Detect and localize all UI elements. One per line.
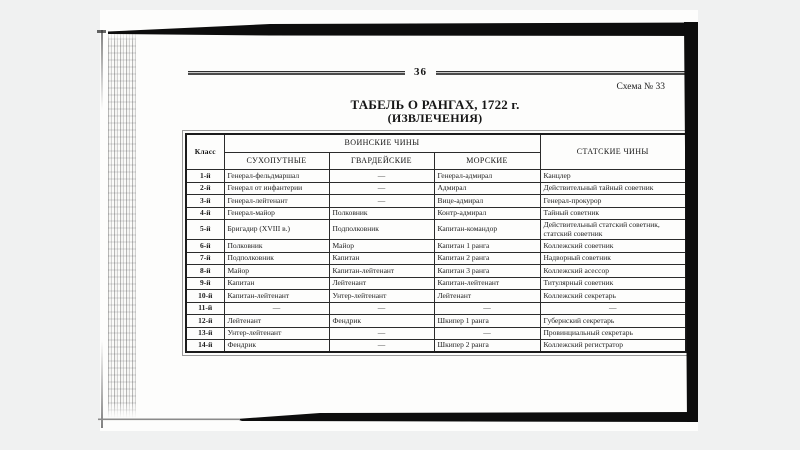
cell-naval: Адмирал xyxy=(434,182,540,195)
cell-class: 6-й xyxy=(186,240,224,253)
cell-naval: Лейтенант xyxy=(434,290,540,303)
cell-land: Лейтенант xyxy=(224,315,329,328)
cell-naval: Капитан-командор xyxy=(434,220,540,240)
column-header-naval: МОРСКИЕ xyxy=(434,153,540,170)
cell-civil: Генерал-прокурор xyxy=(540,195,686,208)
cell-naval: Контр-адмирал xyxy=(434,207,540,220)
cell-guards: — xyxy=(329,170,434,183)
page-number-rule xyxy=(188,67,685,79)
cell-land: Капитан xyxy=(224,277,329,290)
cell-guards: Фендрик xyxy=(329,315,434,328)
schema-label: Схема № 33 xyxy=(616,82,665,92)
cell-guards: — xyxy=(329,340,434,353)
scan-edge-line xyxy=(101,30,103,428)
cell-guards: Капитан-лейтенант xyxy=(329,265,434,278)
cell-land: Унтер-лейтенант xyxy=(224,327,329,340)
page-title xyxy=(185,98,685,125)
title-line-1: ТАБЕЛЬ О РАНГАХ, 1722 г. xyxy=(350,97,520,112)
cell-civil: Действительный статский советник, статский советник xyxy=(540,220,686,240)
cell-class: 1-й xyxy=(186,170,224,183)
table-row xyxy=(186,207,686,220)
cell-civil: Титулярный советник xyxy=(540,277,686,290)
cell-land: Подполковник xyxy=(224,252,329,265)
cell-civil: — xyxy=(540,302,686,315)
cell-class: 4-й xyxy=(186,207,224,220)
cell-land: Полковник xyxy=(224,240,329,253)
column-header-class: Класс xyxy=(186,134,224,170)
cell-guards: Майор xyxy=(329,240,434,253)
cell-class: 3-й xyxy=(186,195,224,208)
cell-guards: Полковник xyxy=(329,207,434,220)
cell-class: 7-й xyxy=(186,252,224,265)
column-header-military: ВОИНСКИЕ ЧИНЫ xyxy=(224,134,540,153)
cell-guards: — xyxy=(329,302,434,315)
table-row xyxy=(186,195,686,208)
cell-land: Фендрик xyxy=(224,340,329,353)
cell-naval: Капитан-лейтенант xyxy=(434,277,540,290)
cell-civil: Коллежский асессор xyxy=(540,265,686,278)
table-row xyxy=(186,240,686,253)
cell-civil: Тайный советник xyxy=(540,207,686,220)
cell-civil: Коллежский регистратор xyxy=(540,340,686,353)
table-row xyxy=(186,290,686,303)
cell-land: Капитан-лейтенант xyxy=(224,290,329,303)
cell-naval: Шкипер 2 ранга xyxy=(434,340,540,353)
scan-gutter-shadow xyxy=(108,30,136,418)
cell-class: 13-й xyxy=(186,327,224,340)
title-line-2: (ИЗВЛЕЧЕНИЯ) xyxy=(387,111,483,125)
cell-naval: Шкипер 1 ранга xyxy=(434,315,540,328)
cell-guards: Унтер-лейтенант xyxy=(329,290,434,303)
cell-guards: Лейтенант xyxy=(329,277,434,290)
cell-class: 2-й xyxy=(186,182,224,195)
cell-land: Генерал-майор xyxy=(224,207,329,220)
cell-class: 8-й xyxy=(186,265,224,278)
cell-civil: Провинциальный секретарь xyxy=(540,327,686,340)
cell-naval: Генерал-адмирал xyxy=(434,170,540,183)
table-row xyxy=(186,170,686,183)
cell-land: Генерал-лейтенант xyxy=(224,195,329,208)
column-header-civil: СТАТСКИЕ ЧИНЫ xyxy=(540,134,686,170)
cell-naval: Капитан 1 ранга xyxy=(434,240,540,253)
table-row xyxy=(186,220,686,240)
cell-naval: Вице-адмирал xyxy=(434,195,540,208)
cell-land: Генерал от инфантерии xyxy=(224,182,329,195)
cell-civil: Надворный советник xyxy=(540,252,686,265)
cell-guards: — xyxy=(329,182,434,195)
cell-civil: Коллежский секретарь xyxy=(540,290,686,303)
cell-naval: Капитан 3 ранга xyxy=(434,265,540,278)
cell-naval: Капитан 2 ранга xyxy=(434,252,540,265)
cell-civil: Губернский секретарь xyxy=(540,315,686,328)
book-page xyxy=(100,10,698,431)
cell-class: 9-й xyxy=(186,277,224,290)
table-row xyxy=(186,265,686,278)
column-header-guards: ГВАРДЕЙСКИЕ xyxy=(329,153,434,170)
table-row xyxy=(186,182,686,195)
table-row xyxy=(186,340,686,353)
page-number: 36 xyxy=(414,66,427,78)
cell-guards: — xyxy=(329,195,434,208)
cell-class: 5-й xyxy=(186,220,224,240)
column-header-land: СУХОПУТНЫЕ xyxy=(224,153,329,170)
cell-guards: Капитан xyxy=(329,252,434,265)
cell-class: 10-й xyxy=(186,290,224,303)
table-row xyxy=(186,302,686,315)
cell-civil: Действительный тайный советник xyxy=(540,182,686,195)
cell-naval: — xyxy=(434,327,540,340)
table-row xyxy=(186,252,686,265)
cell-guards: — xyxy=(329,327,434,340)
cell-land: Бригадир (XVIII в.) xyxy=(224,220,329,240)
cell-civil: Канцлер xyxy=(540,170,686,183)
cell-class: 14-й xyxy=(186,340,224,353)
cell-land: — xyxy=(224,302,329,315)
ranks-table xyxy=(185,133,687,353)
table-row xyxy=(186,277,686,290)
cell-naval: — xyxy=(434,302,540,315)
table-row xyxy=(186,315,686,328)
cell-guards: Подполковник xyxy=(329,220,434,240)
table-row xyxy=(186,327,686,340)
rule-segment xyxy=(436,71,685,75)
cell-class: 12-й xyxy=(186,315,224,328)
cell-land: Майор xyxy=(224,265,329,278)
cell-civil: Коллежский советник xyxy=(540,240,686,253)
cell-class: 11-й xyxy=(186,302,224,315)
rule-segment xyxy=(188,71,405,75)
cell-land: Генерал-фельдмаршал xyxy=(224,170,329,183)
